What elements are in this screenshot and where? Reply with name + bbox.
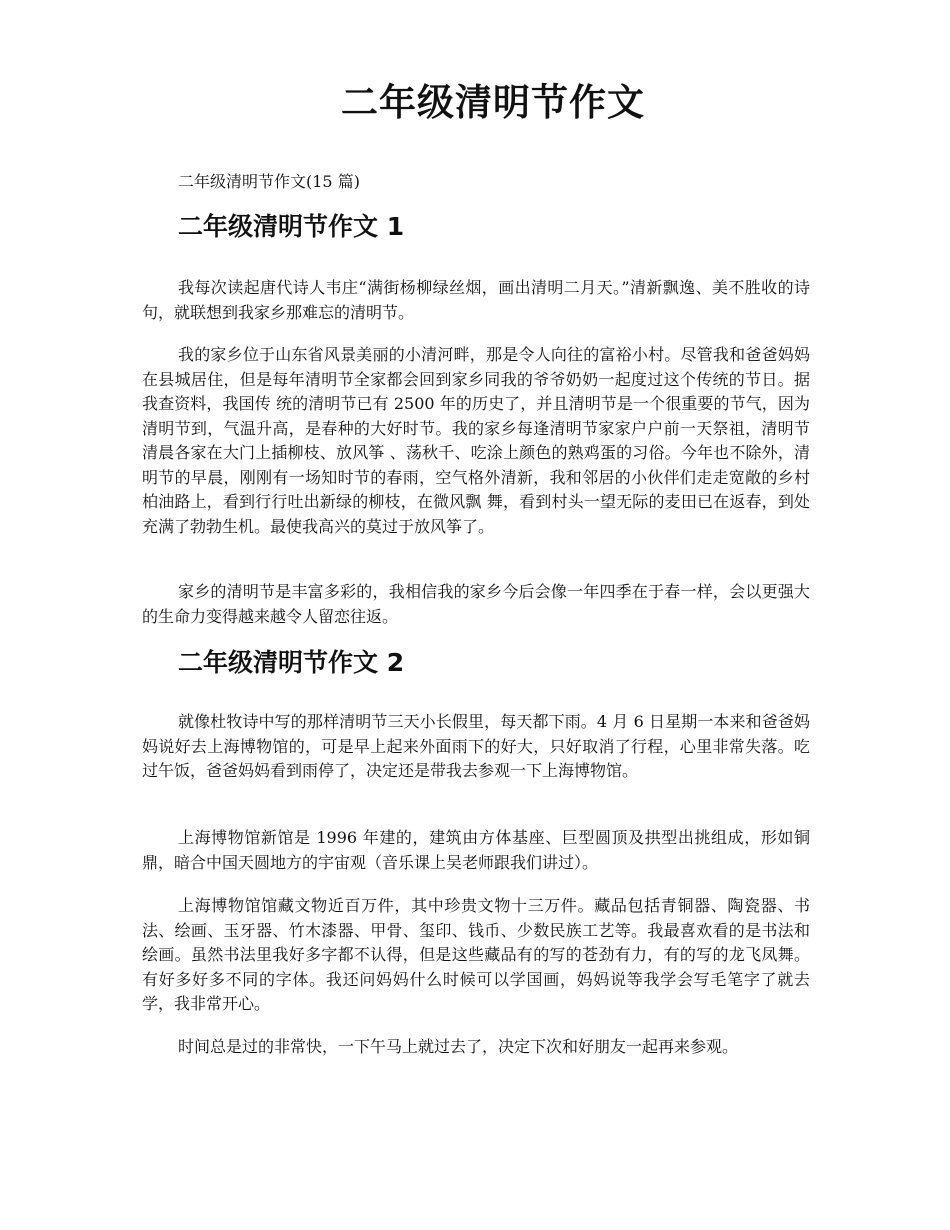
paragraph: 上海博物馆新馆是 1996 年建的，建筑由方体基座、巨型圆顶及拱型出挑组成，形如铜鼎，暗合中国天圆地方的宇宙观（音乐课上吴老师跟我们讲过）。 bbox=[142, 828, 810, 872]
paragraph: 我每次读起唐代诗人韦庄“满街杨柳绿丝烟，画出清明二月天。”清新飘逸、美不胜收的诗句，就联想到我家乡那难忘的清明节。 bbox=[142, 278, 810, 322]
paragraph: 上海博物馆馆藏文物近百万件，其中珍贵文物十三万件。藏品包括青铜器、陶瓷器、书法、绘画、玉牙器、竹木漆器、甲骨、玺印、钱币、少数民族工艺等。我最喜欢看的是书法和绘画。虽然书法里我好多字都不认得，但是这些藏品有的写的苍劲有力，有的写的龙飞凤舞。有好多好多不同的字体。我还问妈妈什么时候可以学国画，妈妈说等我学会写毛笔字了就去学，我非常开心。 bbox=[142, 896, 810, 1013]
section-heading-1: 二年级清明节作文 1 bbox=[178, 212, 405, 241]
paragraph: 就像杜牧诗中写的那样清明节三天小长假里，每天都下雨。4 月 6 日星期一本来和爸爸妈妈说好去上海博物馆的，可是早上起来外面雨下的好大，只好取消了行程，心里非常失落。吃过午饭，爸爸妈妈看到雨停了，决定还是带我去参观一下上海博物馆。 bbox=[142, 712, 810, 780]
paragraph: 时间总是过的非常快，一下午马上就过去了，决定下次和好朋友一起再来参观。 bbox=[178, 1037, 739, 1056]
document-title: 二年级清明节作文 bbox=[341, 81, 645, 124]
section-heading-2: 二年级清明节作文 2 bbox=[178, 648, 405, 677]
paragraph: 家乡的清明节是丰富多彩的，我相信我的家乡今后会像一年四季在于春一样，会以更强大的生命力变得越来越令人留恋往返。 bbox=[142, 582, 810, 626]
document-subtitle: 二年级清明节作文(15 篇) bbox=[178, 172, 360, 191]
paragraph: 我的家乡位于山东省风景美丽的小清河畔，那是令人向往的富裕小村。尽管我和爸爸妈妈在县城居住，但是每年清明节全家都会回到家乡同我的爷爷奶奶一起度过这个传统的节日。据我查资料，我国传 统的清明节已有 2500 年的历史了，并且清明节是一个很重要的节气，因为清明节到，气温升高，是春种的大好时节。我的家乡每逢清明节家家户户前一天祭祖，清明节清晨各家在大门上插柳枝、放风筝 、荡秋千、吃涂上颜色的熟鸡蛋的习俗。今年也不除外，清明节的早晨，刚刚有一场知时节的春雨，空气格外清新，我和邻居的小伙伴们走走宽敞的乡村柏油路上，看到行行吐出新绿的柳枝，在微风飘 舞，看到村头一望无际的麦田已在返春，到处充满了勃勃生机。最使我高兴的莫过于放风筝了。 bbox=[142, 345, 810, 536]
